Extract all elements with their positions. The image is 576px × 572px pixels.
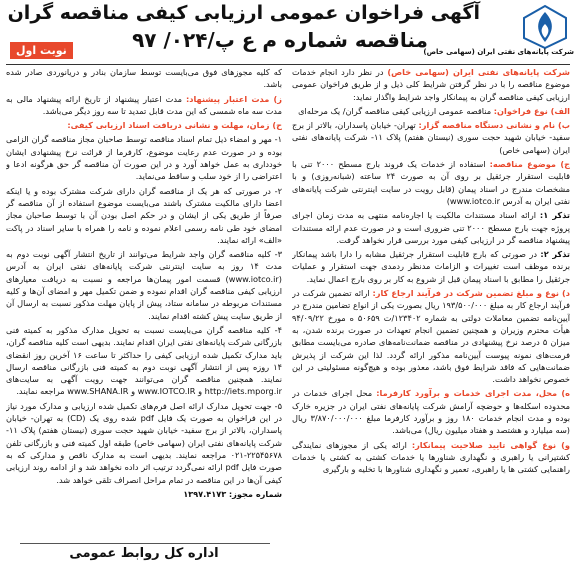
section-h-item-4: ۴- کلیه مناقصه گران می‌بایست نسبت به تحویل مدارک مذکور به کمیته فنی بازرگانی شرکت پایانه‌های نفتی ایران اقدام نمایند. بدیهی است کلیه مناقصه گران، باید مدارک تکمیل شده ارزیابی کیفی را حداکثر تا ساعت ۱۶ آخرین روز انقضای ۱۴ روزه پس از انتشار آگهی نوبت دوم به کمیته فنی بازرگانی مناقصه ارسال نمایند. همچنین مناقصه گران می‌توانند جهت رویت آگهی به سایت‌های http://iets.mporg.ir و www.IOTCO.IR و www.SHANA.IR مراجعه نمایند. (6, 324, 282, 397)
note-1-label: تذکر ۱: (539, 210, 570, 221)
round-badge: نوبت اول (10, 42, 73, 59)
note-1-text: ارائه اسناد مستندات مالکیت یا اجاره‌نامه منتهی به مدت زمان اجرای پروژه جهت بارج مسطح ۲۰۰۰ تنی ضروری است و در صورت عدم ارائه مستندات پیشنهاد مناقصه گر در ارزیابی کیفی مورد بررسی قرار نخواهد گرفت. (292, 210, 570, 245)
section-b-text: تهران- خیابان پاسداران، بالاتر از برج سفید- خیابان شهید حجت سوری (نیستان هفتم) پلاک ۱۱- شرکت پایانه‌های نفتی ایران (سهامی خاص) (292, 120, 570, 155)
footer-divider (20, 543, 270, 544)
section-c (292, 158, 570, 207)
continuation-text: که کلیه مجوزهای فوق می‌بایست توسط سازمان بنادر و دریانوردی صادر شده باشد. (6, 67, 282, 90)
section-a-text: مناقصه عمومی ارزیابی کیفی مناقصه گران/ یک مرحله‌ای (298, 105, 492, 116)
header-divider (6, 64, 570, 65)
section-g-label: ز) مدت اعتبار پیشنهاد: (186, 93, 282, 104)
section-b (292, 119, 570, 156)
notice-header (0, 0, 576, 62)
section-a (292, 105, 570, 117)
section-h-item-2: ۲- در صورتی که هر یک از مناقصه گران دارای شرکت مشترک بوده و یا اینکه اعضا دارای مالکیت مشترک باشند می‌بایست موضوع استفاده از آن مناقصه گر صرفاً از طریق یکی از ایشان و در حکم اصل بودن آن با توسط صاحبان مجاز امضای خود طی نامه رسمی اعلام نموده و نامه را همراه با سایر اسناد در پاکت «الف» ارائه نمایند. (6, 185, 282, 245)
section-f-label: و) نوع گواهی تایید صلاحیت پیمانکار: (411, 439, 570, 450)
intro-company: شرکت پایانه‌های نفتی ایران (سهامی خاص) (387, 67, 570, 77)
section-h-item-3: ۳- کلیه مناقصه گران واجد شرایط می‌توانند از تاریخ انتشار آگهی نوبت دوم به مدت ۱۴ روز به سایت اینترنتی شرکت پایانه‌های نفتی ایران به آدرس (www.iotco.ir) قسمت امور پیمان‌ها مراجعه و نسبت به دریافت معیارهای ارزیابی کیفی مناقصه گران اقدام نموده و ضمن تکمیل مهر و امضای آن‌ها و کلیه مستندات مربوطه در سامانه ستاد، پیش از پایان مهلت مذکور نسبت به ارسال آن از طریق سایت پیش کشته اقدام نمایند. (6, 249, 282, 321)
section-d (292, 287, 570, 385)
section-f-text: ارائه یکی از مجوزهای نمایندگی کشتیرانی یا راهبری و نگهداری شناورها یا خدمات کشتی به کشتی یا خدمات راهنمایی کشتی ها یا راهبری، تعمیر و نگهداری شناورها با تخلیه و بارگیری (292, 439, 570, 475)
intro-paragraph (292, 66, 570, 103)
section-c-text: استفاده از خدمات یک فروند بارج مسطح ۲۰۰۰ تنی با قابلیت استقرار جرثقیل بر روی آن به صورت ۲۴ ساعته (شبانه‌روزی) و با مشخصات مندرج در اسناد پیمان (قابل رویت در سایت اینترنتی شرکت پایانه‌های نفتی ایران به آدرس www.iotco.ir) (292, 159, 570, 206)
tender-number: مناقصه شماره م ع پ/۰۲۴/ ۹۷ (132, 28, 428, 52)
note-2-text: در صورتی که بارج قابلیت استقرار جرثقیل مشابه را دارا باشد پیمانکار برنده موظف است تغییرات و الزامات مدنظر ردمدی جهت استقرار و عملیات جرثقیل را مطابق با اسناد پیمان قبل از شروع به کار بر روی بارج اعمال نماید. (292, 249, 570, 284)
section-e-text: محل اجرای خدمات در محدوده اسکله‌ها و حوضچه آرامش شرکت پایانه‌های نفتی ایران در جزیره خارک بوده و مدت انجام خدمات ۱۸۰ روز و برآورد کارفرما مبلغ ۳/۸۷۰/۰۰۰/۰۰۰ ریال (سه میلیارد و هشتصد و هفتاد میلیون ریال) می‌باشد. (292, 388, 570, 436)
section-d-text: ارائه تضمین شرکت در فرآیند ارجاع کار به مبلغ ۱۹۳/۵۰۰/۰۰۰ ریال بصورت یکی از انواع تضامین مندرج در آیین‌نامه تضمین معاملات دولتی به شماره ۱۲۳۴۰۲/ت ۵۰۶۵۹ ه مورخ ۹۴/۰۹/۲۲ هیأت محترم وزیران و همچنین تضمین انجام تعهدات در صورت برنده شدن، به میزان ۵ درصد نرخ پیشنهادی در مناقصه ضمانت‌نامه‌های صادره می‌بایست مطابق فرمت‌های نمونه پیوست آیین‌نامه مذکور ارائه گردد. لذا این شرکت از پذیرش ضمانت‌هایی که فاقد شرایط فوق باشد، معذور بوده و هیچ‌گونه مسئولیتی در این خصوص نخواهد داشت. (292, 288, 570, 385)
section-c-label: ج) موضوع مناقصه: (489, 159, 570, 170)
intro-text: در نظر دارد انجام خدمات موضوع مناقصه را با در نظر گرفتن شرایط کلی ذیل و از طریق فراخوان عمومی ارزیابی کیفی مناقصه گران به پیمانکار واجد شرایط واگذار نماید: (292, 67, 570, 102)
logo-caption: شرکت پایانه‌های نفتی ایران (سهامی خاص) (423, 48, 574, 56)
section-d-label: د) نوع و مبلغ تضمین شرکت در فرآیند ارجاع کار: (372, 288, 570, 299)
release-label: شماره مجوز: (228, 488, 282, 499)
section-g (6, 93, 282, 118)
section-h-item-1: ۱- مهر و امضاء ذیل تمام اسناد مناقصه توسط صاحبان مجاز مناقصه گران الزامی بوده و در صورت عدم رعایت موضوع، کارفرما از قرائت نرخ پیشنهادی ایشان خودداری به عمل خواهد آورد و در این صورت آن مناقصه گر حق هرگونه ادعا و اعتراضی را از خود سلب و ساقط می‌نماید. (6, 134, 282, 182)
note-1 (292, 209, 570, 246)
footer-department: اداره کل روابط عمومی (69, 546, 219, 561)
section-g-text: مدت اعتبار پیشنهاد از تاریخ ارائه پیشنهاد مالی به مدت سه ماه شمسی که این مدت قابل تمدید تا سه روز دیگر می‌باشد. (6, 93, 282, 116)
section-a-label: الف) نوع فراخوان: (493, 105, 570, 116)
section-f (292, 439, 570, 476)
section-h-heading (6, 119, 282, 131)
section-b-label: ب) نام و نشانی دستگاه مناقصه گزار: (418, 120, 570, 131)
section-h-item-5: ۵- جهت تحویل مدارک ارائه اصل فرم‌های تکمیل شده ارزیابی و مدارک مورد نیاز در این فراخوان به صورت یک فایل pdf شده روی یک (CD) به تهران- خیابان پاسداران، بالاتر از برج سفید- خیابان شهید حجت سوری (نیستان هفتم) پلاک ۱۱- شرکت پایانه‌های نفتی ایران (سهامی خاص) طبقه اول کمیته فنی و بازرگانی تلفن ۲۲۵۴۵۶۷۸-۰۲۱ مراجعه نمایند. بدیهی است به مدارک ناقص و مدارکی که به صورت فایل pdf ارائه نمی‌گردد ترتیب اثر داده نخواهد شد و از ادامه روند ارزیابی کیفی آن‌ها در این مناقصه در تمام مراحل انصراف تلقی خواهد شد. (6, 400, 282, 485)
note-2-label: تذکر ۲: (540, 249, 570, 260)
left-column (6, 66, 282, 544)
note-2 (292, 248, 570, 285)
oil-terminals-logo-icon (520, 4, 570, 50)
section-h-label: ح) زمان، مهلت و نشانی دریافت اسناد ارزیابی کیفی: (67, 120, 282, 131)
section-e-label: ه) محل، مدت اجرای خدمات و برآورد کارفرما: (376, 388, 570, 399)
right-column (292, 66, 570, 544)
section-e (292, 387, 570, 436)
release-value: ۱۳۹۷.۴۱۷۳ (183, 488, 227, 499)
notice-title: آگهی فراخوان عمومی ارزیابی کیفی مناقصه گران (7, 2, 480, 24)
release-number (6, 488, 282, 500)
